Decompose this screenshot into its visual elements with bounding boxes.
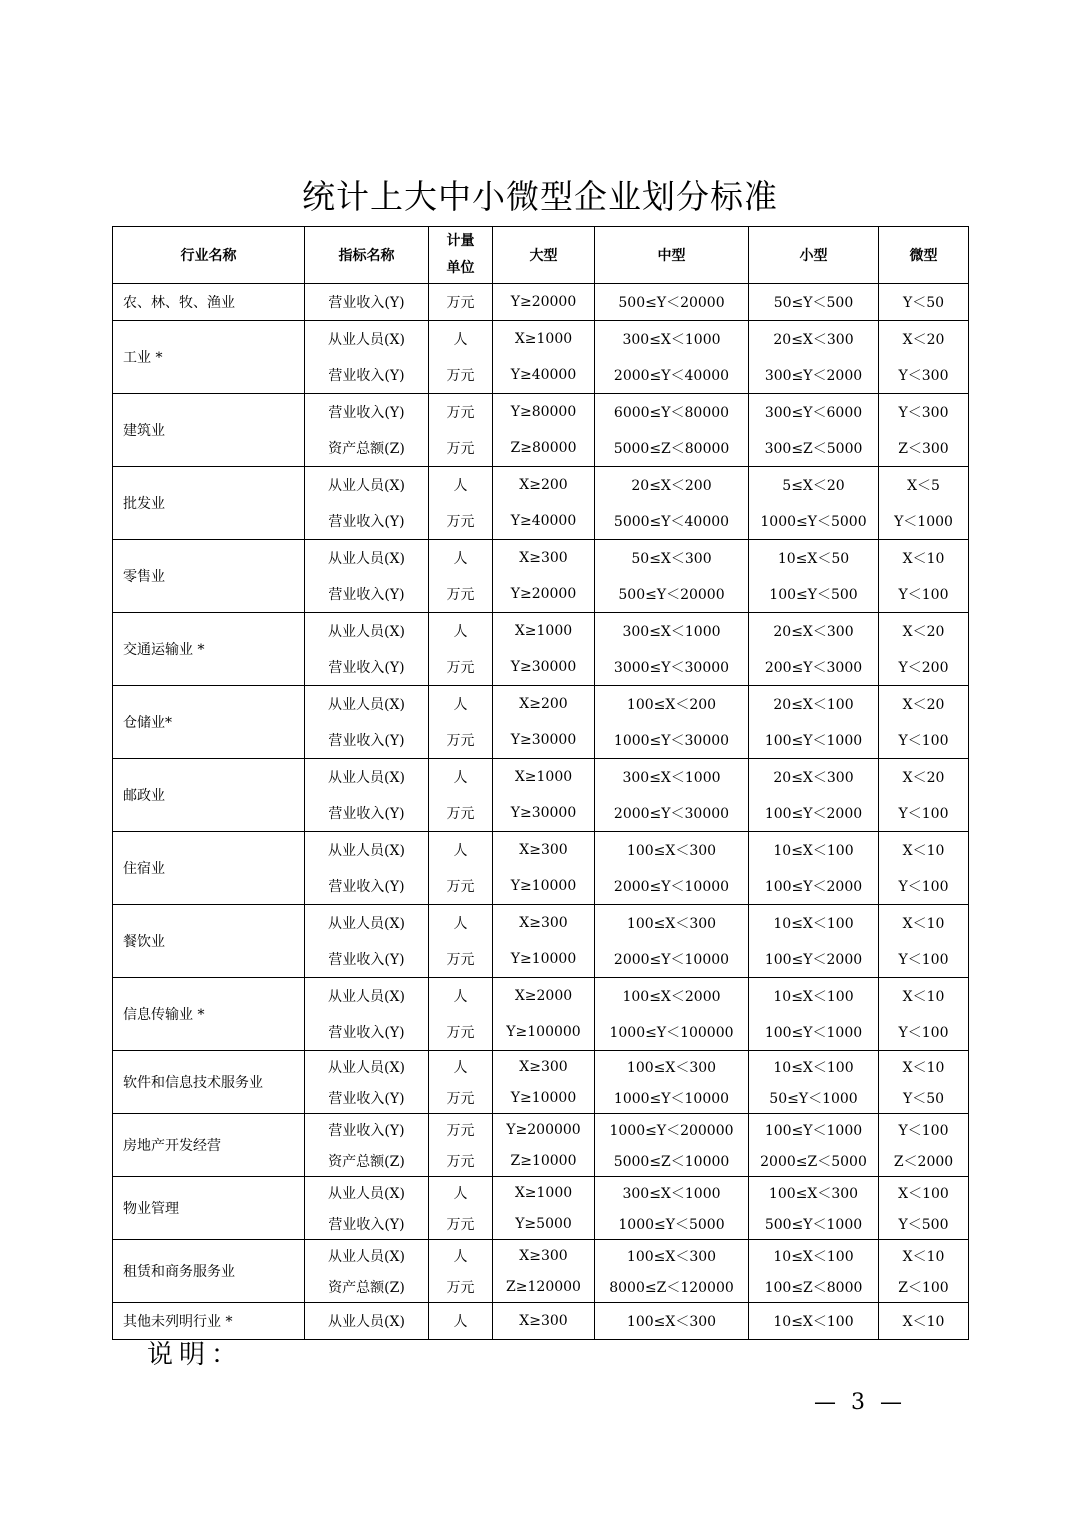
- micro-cell: Z＜100: [879, 1271, 969, 1303]
- unit-cell: 人: [429, 1177, 493, 1209]
- indicator-cell: 从业人员(X): [305, 613, 429, 650]
- small-cell: 100≤Y＜500: [749, 576, 879, 613]
- table-row: [113, 394, 969, 431]
- micro-cell: Y＜100: [879, 1014, 969, 1051]
- unit-cell: 人: [429, 759, 493, 796]
- small-cell: 100≤Y＜1000: [749, 722, 879, 759]
- header-medium: 中型: [595, 227, 749, 284]
- large-cell: X≥300: [493, 905, 595, 942]
- large-cell: X≥1000: [493, 1177, 595, 1209]
- unit-cell: 万元: [429, 795, 493, 832]
- indicator-cell: 从业人员(X): [305, 540, 429, 577]
- small-cell: 300≤Z＜5000: [749, 430, 879, 467]
- large-cell: X≥200: [493, 467, 595, 504]
- table-row: [113, 832, 969, 869]
- unit-cell: 人: [429, 540, 493, 577]
- small-cell: 20≤X＜300: [749, 759, 879, 796]
- header-unit: [429, 227, 493, 284]
- large-cell: Y≥20000: [493, 576, 595, 613]
- indicator-cell: 营业收入(Y): [305, 357, 429, 394]
- large-cell: Y≥10000: [493, 1082, 595, 1114]
- large-cell: X≥1000: [493, 759, 595, 796]
- industry-name-cell: 建筑业: [113, 394, 305, 467]
- small-cell: 50≤Y＜1000: [749, 1082, 879, 1114]
- small-cell: 20≤X＜100: [749, 686, 879, 723]
- industry-name-cell: 仓储业*: [113, 686, 305, 759]
- medium-cell: 1000≤Y＜5000: [595, 1208, 749, 1240]
- page-title: 统计上大中小微型企业划分标准: [302, 177, 778, 216]
- micro-cell: X＜100: [879, 1177, 969, 1209]
- unit-cell: 万元: [429, 1145, 493, 1177]
- indicator-cell: 营业收入(Y): [305, 1082, 429, 1114]
- medium-cell: 100≤X＜300: [595, 832, 749, 869]
- table-row: [113, 467, 969, 504]
- micro-cell: X＜20: [879, 321, 969, 358]
- note-label: 说明：: [147, 1340, 244, 1370]
- indicator-cell: 从业人员(X): [305, 1051, 429, 1083]
- micro-cell: X＜10: [879, 832, 969, 869]
- table-row: [113, 613, 969, 650]
- unit-cell: 万元: [429, 503, 493, 540]
- micro-cell: X＜20: [879, 613, 969, 650]
- header-small: 小型: [749, 227, 879, 284]
- table-row: [113, 905, 969, 942]
- large-cell: X≥300: [493, 540, 595, 577]
- indicator-cell: 营业收入(Y): [305, 394, 429, 431]
- large-cell: Y≥10000: [493, 868, 595, 905]
- micro-cell: X＜10: [879, 1240, 969, 1272]
- large-cell: Y≥30000: [493, 722, 595, 759]
- micro-cell: Y＜100: [879, 722, 969, 759]
- small-cell: 2000≤Z＜5000: [749, 1145, 879, 1177]
- micro-cell: Y＜300: [879, 394, 969, 431]
- micro-cell: Y＜500: [879, 1208, 969, 1240]
- unit-cell: 万元: [429, 357, 493, 394]
- industry-name-cell: 农、林、牧、渔业: [113, 284, 305, 321]
- indicator-cell: 营业收入(Y): [305, 649, 429, 686]
- medium-cell: 2000≤Y＜40000: [595, 357, 749, 394]
- unit-cell: 万元: [429, 722, 493, 759]
- medium-cell: 20≤X＜200: [595, 467, 749, 504]
- large-cell: X≥300: [493, 1303, 595, 1340]
- indicator-cell: 从业人员(X): [305, 1303, 429, 1340]
- micro-cell: Y＜50: [879, 284, 969, 321]
- indicator-cell: 营业收入(Y): [305, 868, 429, 905]
- large-cell: Y≥20000: [493, 284, 595, 321]
- large-cell: X≥200: [493, 686, 595, 723]
- unit-cell: 人: [429, 978, 493, 1015]
- indicator-cell: 营业收入(Y): [305, 795, 429, 832]
- unit-cell: 万元: [429, 284, 493, 321]
- small-cell: 300≤Y＜6000: [749, 394, 879, 431]
- medium-cell: 300≤X＜1000: [595, 759, 749, 796]
- large-cell: Y≥30000: [493, 795, 595, 832]
- indicator-cell: 营业收入(Y): [305, 941, 429, 978]
- small-cell: 100≤X＜300: [749, 1177, 879, 1209]
- unit-cell: 人: [429, 1303, 493, 1340]
- small-cell: 10≤X＜100: [749, 905, 879, 942]
- unit-cell: 万元: [429, 1082, 493, 1114]
- indicator-cell: 从业人员(X): [305, 467, 429, 504]
- micro-cell: X＜5: [879, 467, 969, 504]
- micro-cell: Y＜100: [879, 868, 969, 905]
- small-cell: 5≤X＜20: [749, 467, 879, 504]
- industry-name-cell: 租赁和商务服务业: [113, 1240, 305, 1303]
- large-cell: Y≥40000: [493, 357, 595, 394]
- indicator-cell: 营业收入(Y): [305, 576, 429, 613]
- micro-cell: X＜10: [879, 978, 969, 1015]
- large-cell: X≥300: [493, 832, 595, 869]
- micro-cell: X＜10: [879, 1303, 969, 1340]
- medium-cell: 100≤X＜300: [595, 1051, 749, 1083]
- unit-cell: 人: [429, 613, 493, 650]
- unit-cell: 万元: [429, 649, 493, 686]
- industry-name-cell: 住宿业: [113, 832, 305, 905]
- medium-cell: 300≤X＜1000: [595, 321, 749, 358]
- medium-cell: 300≤X＜1000: [595, 613, 749, 650]
- micro-cell: Y＜100: [879, 576, 969, 613]
- small-cell: 100≤Y＜1000: [749, 1014, 879, 1051]
- large-cell: X≥300: [493, 1051, 595, 1083]
- table-row: [113, 1051, 969, 1083]
- large-cell: Y≥80000: [493, 394, 595, 431]
- large-cell: Y≥40000: [493, 503, 595, 540]
- indicator-cell: 资产总额(Z): [305, 430, 429, 467]
- unit-cell: 人: [429, 832, 493, 869]
- table-row: [113, 540, 969, 577]
- medium-cell: 2000≤Y＜10000: [595, 868, 749, 905]
- micro-cell: Y＜100: [879, 1114, 969, 1146]
- table-row: [113, 978, 969, 1015]
- micro-cell: Y＜1000: [879, 503, 969, 540]
- large-cell: Z≥120000: [493, 1271, 595, 1303]
- small-cell: 10≤X＜100: [749, 832, 879, 869]
- page-number: — 3 —: [814, 1390, 906, 1415]
- table-row: [113, 759, 969, 796]
- micro-cell: Y＜100: [879, 795, 969, 832]
- large-cell: Y≥200000: [493, 1114, 595, 1146]
- micro-cell: Z＜2000: [879, 1145, 969, 1177]
- small-cell: 300≤Y＜2000: [749, 357, 879, 394]
- unit-cell: 人: [429, 1051, 493, 1083]
- medium-cell: 100≤X＜300: [595, 1240, 749, 1272]
- medium-cell: 5000≤Z＜80000: [595, 430, 749, 467]
- small-cell: 100≤Y＜2000: [749, 941, 879, 978]
- industry-name-cell: 交通运输业 *: [113, 613, 305, 686]
- small-cell: 100≤Y＜2000: [749, 795, 879, 832]
- unit-cell: 人: [429, 467, 493, 504]
- medium-cell: 3000≤Y＜30000: [595, 649, 749, 686]
- medium-cell: 50≤X＜300: [595, 540, 749, 577]
- medium-cell: 100≤X＜2000: [595, 978, 749, 1015]
- indicator-cell: 从业人员(X): [305, 321, 429, 358]
- header-large: 大型: [493, 227, 595, 284]
- indicator-cell: 营业收入(Y): [305, 1114, 429, 1146]
- unit-cell: 人: [429, 321, 493, 358]
- table-row: [113, 321, 969, 358]
- medium-cell: 500≤Y＜20000: [595, 284, 749, 321]
- indicator-cell: 从业人员(X): [305, 686, 429, 723]
- medium-cell: 2000≤Y＜10000: [595, 941, 749, 978]
- industry-name-cell: 邮政业: [113, 759, 305, 832]
- medium-cell: 100≤X＜300: [595, 1303, 749, 1340]
- industry-name-cell: 工业 *: [113, 321, 305, 394]
- small-cell: 200≤Y＜3000: [749, 649, 879, 686]
- small-cell: 20≤X＜300: [749, 321, 879, 358]
- small-cell: 20≤X＜300: [749, 613, 879, 650]
- large-cell: Y≥100000: [493, 1014, 595, 1051]
- unit-cell: 万元: [429, 868, 493, 905]
- large-cell: Y≥5000: [493, 1208, 595, 1240]
- small-cell: 50≤Y＜500: [749, 284, 879, 321]
- large-cell: X≥1000: [493, 613, 595, 650]
- large-cell: X≥1000: [493, 321, 595, 358]
- indicator-cell: 从业人员(X): [305, 978, 429, 1015]
- industry-name-cell: 批发业: [113, 467, 305, 540]
- unit-cell: 万元: [429, 1014, 493, 1051]
- large-cell: X≥300: [493, 1240, 595, 1272]
- indicator-cell: 从业人员(X): [305, 759, 429, 796]
- large-cell: Y≥10000: [493, 941, 595, 978]
- indicator-cell: 营业收入(Y): [305, 503, 429, 540]
- indicator-cell: 从业人员(X): [305, 1240, 429, 1272]
- small-cell: 100≤Y＜2000: [749, 868, 879, 905]
- medium-cell: 1000≤Y＜30000: [595, 722, 749, 759]
- micro-cell: X＜10: [879, 1051, 969, 1083]
- micro-cell: Y＜50: [879, 1082, 969, 1114]
- unit-cell: 万元: [429, 430, 493, 467]
- unit-cell: 人: [429, 686, 493, 723]
- medium-cell: 6000≤Y＜80000: [595, 394, 749, 431]
- industry-name-cell: 房地产开发经营: [113, 1114, 305, 1177]
- small-cell: 10≤X＜100: [749, 1303, 879, 1340]
- micro-cell: Y＜300: [879, 357, 969, 394]
- medium-cell: 100≤X＜200: [595, 686, 749, 723]
- small-cell: 10≤X＜100: [749, 1240, 879, 1272]
- header-micro: 微型: [879, 227, 969, 284]
- micro-cell: X＜20: [879, 686, 969, 723]
- small-cell: 10≤X＜50: [749, 540, 879, 577]
- indicator-cell: 营业收入(Y): [305, 722, 429, 759]
- medium-cell: 5000≤Y＜40000: [595, 503, 749, 540]
- indicator-cell: 营业收入(Y): [305, 1014, 429, 1051]
- header-unit-line2: 单位: [446, 260, 475, 276]
- industry-name-cell: 餐饮业: [113, 905, 305, 978]
- unit-cell: 万元: [429, 576, 493, 613]
- small-cell: 100≤Y＜1000: [749, 1114, 879, 1146]
- table-row: [113, 1114, 969, 1146]
- micro-cell: X＜10: [879, 905, 969, 942]
- industry-name-cell: 其他未列明行业 *: [113, 1303, 305, 1340]
- unit-cell: 万元: [429, 1271, 493, 1303]
- medium-cell: 8000≤Z＜120000: [595, 1271, 749, 1303]
- indicator-cell: 营业收入(Y): [305, 1208, 429, 1240]
- indicator-cell: 资产总额(Z): [305, 1145, 429, 1177]
- small-cell: 500≤Y＜1000: [749, 1208, 879, 1240]
- table-row: [113, 1177, 969, 1209]
- micro-cell: X＜10: [879, 540, 969, 577]
- small-cell: 1000≤Y＜5000: [749, 503, 879, 540]
- small-cell: 10≤X＜100: [749, 978, 879, 1015]
- table-row: [113, 284, 969, 321]
- header-indicator: 指标名称: [305, 227, 429, 284]
- medium-cell: 2000≤Y＜30000: [595, 795, 749, 832]
- micro-cell: Y＜100: [879, 941, 969, 978]
- unit-cell: 人: [429, 1240, 493, 1272]
- large-cell: Z≥80000: [493, 430, 595, 467]
- medium-cell: 1000≤Y＜100000: [595, 1014, 749, 1051]
- indicator-cell: 从业人员(X): [305, 905, 429, 942]
- enterprise-classification-table: [112, 226, 969, 1340]
- medium-cell: 1000≤Y＜200000: [595, 1114, 749, 1146]
- medium-cell: 1000≤Y＜10000: [595, 1082, 749, 1114]
- large-cell: Z≥10000: [493, 1145, 595, 1177]
- table-row: [113, 686, 969, 723]
- medium-cell: 500≤Y＜20000: [595, 576, 749, 613]
- table-header-row: [113, 227, 969, 284]
- industry-name-cell: 信息传输业 *: [113, 978, 305, 1051]
- micro-cell: Y＜200: [879, 649, 969, 686]
- medium-cell: 100≤X＜300: [595, 905, 749, 942]
- micro-cell: X＜20: [879, 759, 969, 796]
- indicator-cell: 从业人员(X): [305, 1177, 429, 1209]
- micro-cell: Z＜300: [879, 430, 969, 467]
- header-industry: 行业名称: [113, 227, 305, 284]
- industry-name-cell: 物业管理: [113, 1177, 305, 1240]
- table-body: [113, 284, 969, 1340]
- unit-cell: 人: [429, 905, 493, 942]
- small-cell: 100≤Z＜8000: [749, 1271, 879, 1303]
- industry-name-cell: 软件和信息技术服务业: [113, 1051, 305, 1114]
- indicator-cell: 营业收入(Y): [305, 284, 429, 321]
- indicator-cell: 从业人员(X): [305, 832, 429, 869]
- unit-cell: 万元: [429, 1208, 493, 1240]
- unit-cell: 万元: [429, 941, 493, 978]
- large-cell: X≥2000: [493, 978, 595, 1015]
- table-row: [113, 1240, 969, 1272]
- medium-cell: 300≤X＜1000: [595, 1177, 749, 1209]
- unit-cell: 万元: [429, 394, 493, 431]
- medium-cell: 5000≤Z＜10000: [595, 1145, 749, 1177]
- indicator-cell: 资产总额(Z): [305, 1271, 429, 1303]
- industry-name-cell: 零售业: [113, 540, 305, 613]
- small-cell: 10≤X＜100: [749, 1051, 879, 1083]
- large-cell: Y≥30000: [493, 649, 595, 686]
- header-unit-line1: 计量: [446, 233, 475, 249]
- unit-cell: 万元: [429, 1114, 493, 1146]
